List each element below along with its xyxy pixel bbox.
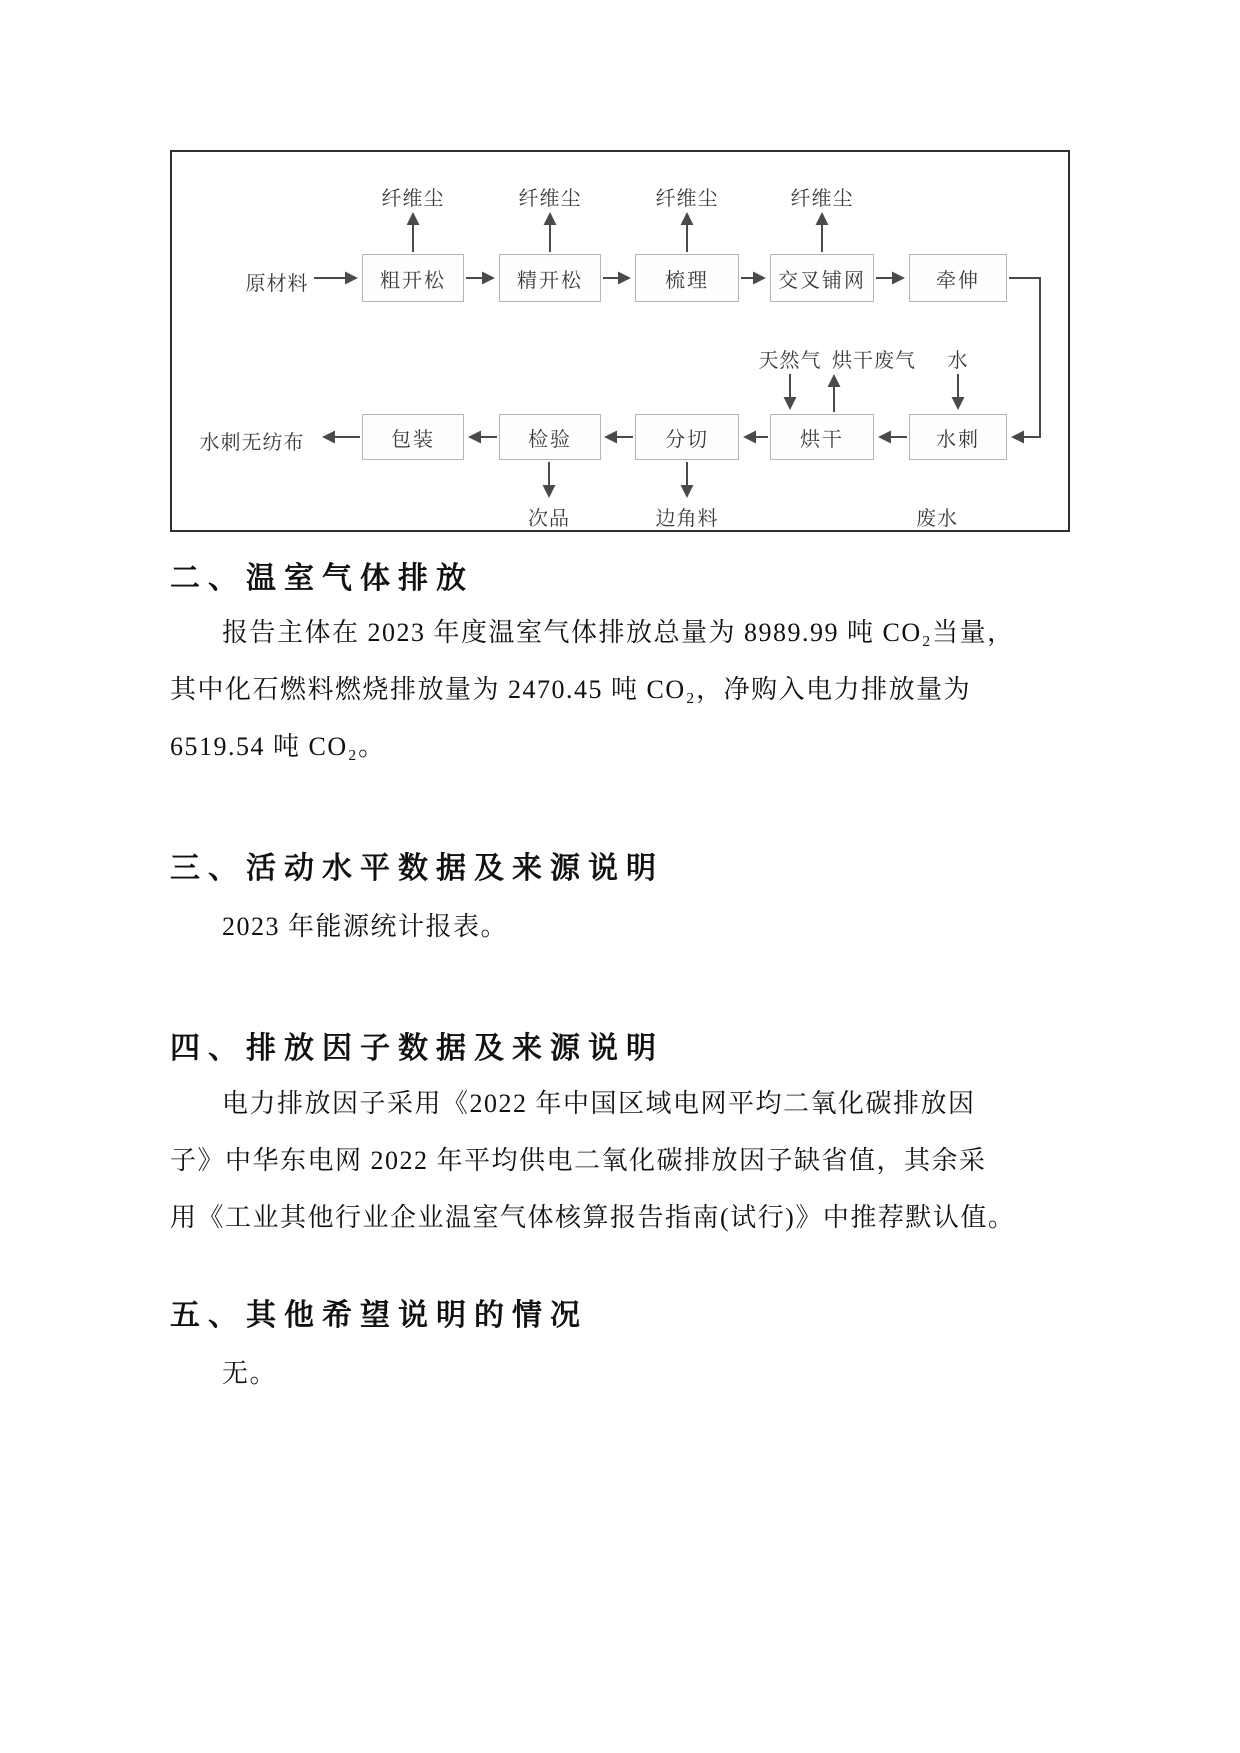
fiber-dust-label: 纤维尘 <box>518 188 582 210</box>
fiber-dust-label: 纤维尘 <box>655 188 719 210</box>
body-line: 子》中华东电网 2022 年平均供电二氧化碳排放因子缺省值，其余采 <box>170 1146 987 1175</box>
fiber-dust-label: 纤维尘 <box>790 188 854 210</box>
scrap-label: 边角料 <box>655 508 719 530</box>
body-line: 电力排放因子采用《2022 年中国区域电网平均二氧化碳排放因 <box>222 1089 976 1118</box>
body-line: 6519.54 吨 CO₂。 <box>170 732 386 761</box>
drying-exhaust-label: 烘干废气 <box>832 350 916 372</box>
body-line: 2023 年能源统计报表。 <box>222 912 509 941</box>
section-heading-ghg-emissions: 二、温室气体排放 <box>170 562 474 595</box>
body-line: 无。 <box>222 1359 278 1388</box>
step-cross-lapping: 交叉铺网 <box>770 254 874 302</box>
spunlace-nonwoven-label: 水刺无纺布 <box>199 432 305 454</box>
section-heading-other-notes: 五、其他希望说明的情况 <box>170 1299 588 1332</box>
step-drafting: 牵伸 <box>909 254 1007 302</box>
step-slitting: 分切 <box>635 414 739 460</box>
step-packing: 包装 <box>362 414 464 460</box>
process-flow-diagram <box>170 150 1070 532</box>
step-spunlacing: 水刺 <box>909 414 1007 460</box>
section-heading-activity-data: 三、活动水平数据及来源说明 <box>170 852 664 885</box>
step-fine-opening: 精开松 <box>499 254 601 302</box>
wastewater-label: 废水 <box>916 508 958 530</box>
section-heading-emission-factors: 四、排放因子数据及来源说明 <box>170 1032 664 1065</box>
step-coarse-opening: 粗开松 <box>362 254 464 302</box>
body-line: 其中化石燃料燃烧排放量为 2470.45 吨 CO₂，净购入电力排放量为 <box>170 675 972 704</box>
defective-label: 次品 <box>528 508 570 530</box>
body-line: 用《工业其他行业企业温室气体核算报告指南(试行)》中推荐默认值。 <box>170 1203 1016 1232</box>
raw-material-label: 原材料 <box>245 273 309 295</box>
step-inspection: 检验 <box>499 414 601 460</box>
flow-arrows <box>172 152 1068 530</box>
body-line: 报告主体在 2023 年度温室气体排放总量为 8989.99 吨 CO₂当量， <box>222 618 1015 647</box>
step-drying: 烘干 <box>770 414 874 460</box>
step-carding: 梳理 <box>635 254 739 302</box>
water-label: 水 <box>947 350 969 372</box>
natural-gas-label: 天然气 <box>758 350 822 372</box>
fiber-dust-label: 纤维尘 <box>381 188 445 210</box>
